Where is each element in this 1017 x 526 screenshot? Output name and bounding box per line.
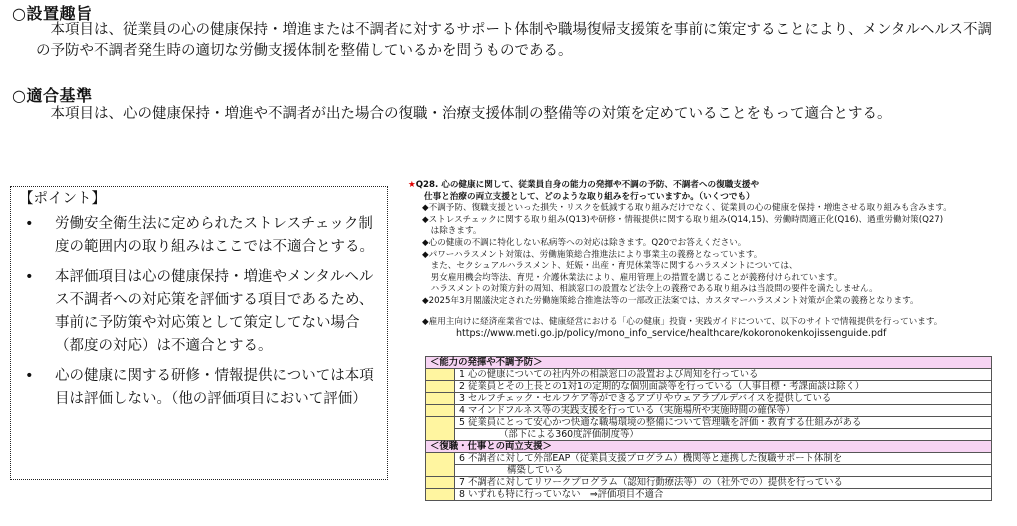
note: ◆心の健康の不調に特化しない私病等への対応は除きます。Q20でお答えください。 — [422, 237, 747, 248]
table-row — [426, 357, 992, 369]
note: は除きます。 — [422, 226, 482, 237]
note: ◆2025年3月閣議決定された労働施策総合推進法等の一部改正法案では、カスタマーハラスメント対策が企業の義務となります。 — [422, 295, 919, 306]
option-label: 2 従業員とその上長との1対1の定期的な個別面談等を行っている（人事目標・考課面談は除く） — [455, 381, 992, 393]
criteria-text: 本項目は、心の健康保持・増進や不調者が出た場合の復職・治療支援体制の整備等の対策を定めていることをもって適合とする。 — [50, 106, 892, 122]
star-mark: ★ — [408, 180, 416, 190]
option-label-cont: （部下による360度評価制度等） — [455, 429, 992, 441]
table-row — [426, 405, 992, 417]
option-label: 5 従業員にとって安心かつ快適な職場環境の整備について管理職を評価・教育する仕組みがある — [455, 417, 992, 429]
bullet: • — [25, 269, 34, 285]
note: ハラスメントの対策方針の周知、相談窓口の設置など法令上の義務である取り組みは当設問の要件を満たしません。 — [422, 284, 878, 295]
bullet: • — [25, 368, 34, 384]
point-list — [19, 213, 379, 411]
bullet: • — [25, 216, 34, 232]
section-title-purpose: ○設置趣旨 — [12, 4, 93, 23]
table-row — [426, 453, 992, 465]
option-label: 1 心の健康についての社内外の相談窓口の設置および周知を行っている — [455, 369, 992, 381]
point-item — [19, 213, 379, 259]
answer-checkbox[interactable] — [426, 453, 455, 477]
option-label: 6 不調者に対して外部EAP（従業員支援プログラム）機関等と連携した復職サポート体制を — [455, 453, 992, 465]
question-line-1 — [408, 180, 1008, 192]
answer-checkbox[interactable] — [426, 405, 455, 417]
answer-checkbox[interactable] — [426, 489, 455, 501]
point-text: 労働安全衛生法に定められたストレスチェック制度の範囲内の取り組みはここでは不適合とする。 — [55, 216, 374, 255]
section-body-purpose — [36, 20, 1001, 62]
note: ◆パワーハラスメント対策は、労働施策総合推進法により事業主の義務となっています。 — [422, 249, 763, 260]
point-item — [19, 365, 379, 411]
table-row — [426, 465, 992, 477]
survey-question — [408, 180, 1008, 340]
note: 男女雇用機会均等法、育児・介護休業法により、雇用管理上の措置を講じることが義務付けられています。 — [422, 272, 843, 283]
question-text-1: Q28. 心の健康に関して、従業員自身の能力の発揮や不調の予防、不調者への復職支援や — [415, 180, 760, 190]
answer-checkbox[interactable] — [426, 477, 455, 489]
option-label-cont: 構築している — [455, 465, 992, 477]
table-row — [426, 417, 992, 429]
point-heading: 【ポイント】 — [19, 191, 106, 207]
spacer — [408, 308, 1008, 317]
note: また、セクシュアルハラスメント、妊娠・出産・育児休業等に関するハラスメントについては、 — [422, 261, 798, 272]
category-prevention: ＜能力の発揮や不調予防＞ — [426, 357, 992, 369]
answer-checkbox[interactable] — [426, 381, 455, 393]
answer-checkbox[interactable] — [426, 417, 455, 441]
note: ◆ストレスチェックに関する取り組み(Q13)や研修・情報提供に関する取り組み(Q14,15)、労働時間適正化(Q16)、過重労働対策(Q27) — [422, 214, 944, 225]
point-box — [10, 186, 388, 480]
options-table — [425, 356, 992, 501]
category-return-support: ＜復職・仕事との両立支援＞ — [426, 441, 992, 453]
note: ◆不調予防、復職支援といった損失・リスクを低減する取り組みだけでなく、従業員の心の健康を保持・増進させる取り組みも含みます。 — [422, 203, 952, 214]
table-row — [426, 489, 992, 501]
table-row — [426, 381, 992, 393]
table-row — [426, 369, 992, 381]
option-label: 4 マインドフルネス等の実践支援を行っている（実施場所や実施時間の確保等） — [455, 405, 992, 417]
note-guide: ◆雇用主向けに経済産業省では、健康経営における「心の健康」投資・実践ガイドについて、以下のサイトで情報提供を行っています。 — [422, 316, 943, 327]
table-row — [426, 429, 992, 441]
question-line-2: 仕事と治療の両立支援として、どのような取り組みを行っていますか。（いくつでも） — [424, 191, 755, 202]
answer-checkbox[interactable] — [426, 369, 455, 381]
answer-checkbox[interactable] — [426, 393, 455, 405]
point-text: 心の健康に関する研修・情報提供については本項目は評価しない。（他の評価項目において評価） — [55, 368, 374, 407]
section-body-criteria — [36, 104, 1001, 125]
purpose-text: 本項目は、従業員の心の健康保持・増進または不調者に対するサポート体制や職場復帰支援策を事前に策定することにより、メンタルヘルス不調の予防や不調者発生時の適切な労働支援体制を整備しているかを問うものである。 — [36, 22, 992, 59]
option-label: 3 セルフチェック・セルフケア等ができるアプリやウェアラブルデバイスを提供している — [455, 393, 992, 405]
point-text: 本評価項目は心の健康保持・増進やメンタルヘルス不調者への対応策を評価する項目であるため、事前に予防策や対応策として策定してない場合（都度の対応）は不適合とする。 — [55, 269, 374, 354]
option-label: 8 いずれも特に行っていない ⇒評価項目不適合 — [455, 489, 992, 501]
table-row — [426, 441, 992, 453]
table-row — [426, 393, 992, 405]
section-title-criteria: ○適合基準 — [12, 86, 93, 105]
option-label: 7 不調者に対してリワークプログラム（認知行動療法等）の（社外での）提供を行っている — [455, 477, 992, 489]
point-item — [19, 266, 379, 358]
guide-url-link[interactable]: https://www.meti.go.jp/policy/mono_info_service/healthcare/kokoronokenkojissenguide.pdf — [456, 328, 887, 340]
table-row — [426, 477, 992, 489]
